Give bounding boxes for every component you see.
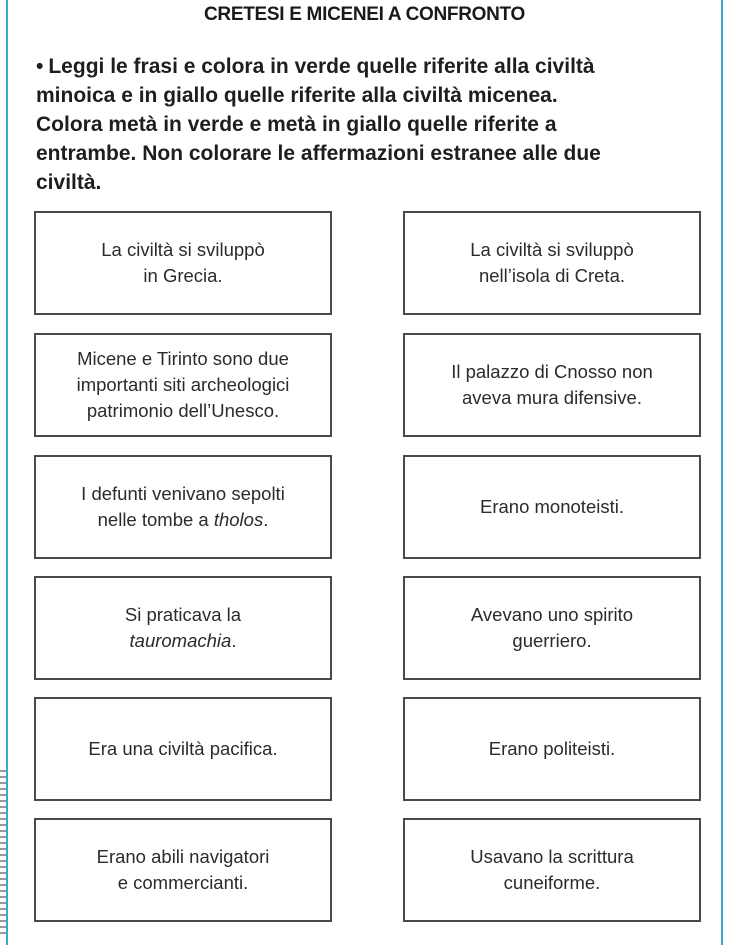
instructions-line-4: entrambe. Non colorare le affermazioni estranee alle due <box>36 142 601 165</box>
card-text-italic: tholos <box>213 509 264 530</box>
card-text-line: Erano monoteisti. <box>480 496 624 517</box>
card-text-line: e commercianti. <box>117 872 249 893</box>
card-text-line: importanti siti archeologici <box>76 374 290 395</box>
card-text-line: Erano politeisti. <box>488 738 616 759</box>
card-text-line: Erano abili navigatori <box>96 846 270 867</box>
bullet-icon: • <box>36 55 44 78</box>
statement-card-4[interactable] <box>403 333 701 437</box>
card-text-part: . <box>231 630 237 651</box>
page-frame-left <box>6 0 8 945</box>
card-text-line: nell’isola di Creta. <box>478 265 625 286</box>
statement-card-3[interactable] <box>34 333 332 437</box>
card-text-line: Avevano uno spirito <box>470 604 634 625</box>
card-text-line <box>81 507 285 533</box>
card-text-line: Era una civiltà pacifica. <box>88 738 278 759</box>
statement-card-10[interactable] <box>403 697 701 801</box>
card-text-line: patrimonio dell’Unesco. <box>86 400 280 421</box>
card-text-line: La civiltà si sviluppò <box>101 239 265 260</box>
statement-card-6[interactable] <box>403 455 701 559</box>
card-text-line: in Grecia. <box>143 265 223 286</box>
worksheet-title: CRETESI E MICENEI A CONFRONTO <box>203 4 525 25</box>
card-text-part: nelle tombe a <box>97 509 214 530</box>
instructions-line-1: Leggi le frasi e colora in verde quelle riferite alla civiltà <box>48 55 595 78</box>
side-margin-mark <box>0 770 6 935</box>
statement-card-8[interactable] <box>403 576 701 680</box>
statement-card-7[interactable] <box>34 576 332 680</box>
statement-card-2[interactable] <box>403 211 701 315</box>
statement-card-12[interactable] <box>403 818 701 922</box>
instructions-line-2: minoica e in giallo quelle riferite alla civiltà micenea. <box>36 84 558 107</box>
card-text-line: guerriero. <box>512 630 592 651</box>
card-text-line: aveva mura difensive. <box>462 387 642 408</box>
card-text-line: I defunti venivano sepolti <box>81 483 285 504</box>
statement-card-11[interactable] <box>34 818 332 922</box>
instructions <box>36 52 696 197</box>
card-text-line: Il palazzo di Cnosso non <box>451 361 653 382</box>
card-text-line <box>125 628 241 654</box>
card-text-italic: tauromachia <box>129 630 232 651</box>
card-text-part: . <box>263 509 269 530</box>
instructions-line-3: Colora metà in verde e metà in giallo quelle riferite a <box>36 113 557 136</box>
card-text-line: cuneiforme. <box>503 872 601 893</box>
statement-card-9[interactable] <box>34 697 332 801</box>
statement-card-5[interactable] <box>34 455 332 559</box>
page-frame-right <box>721 0 723 945</box>
card-text-line: La civiltà si sviluppò <box>470 239 634 260</box>
card-text-line: Usavano la scrittura <box>470 846 634 867</box>
statement-card-1[interactable] <box>34 211 332 315</box>
card-text-line: Micene e Tirinto sono due <box>77 348 289 369</box>
instructions-line-5: civiltà. <box>36 171 102 194</box>
card-text-line: Si praticava la <box>124 604 242 625</box>
